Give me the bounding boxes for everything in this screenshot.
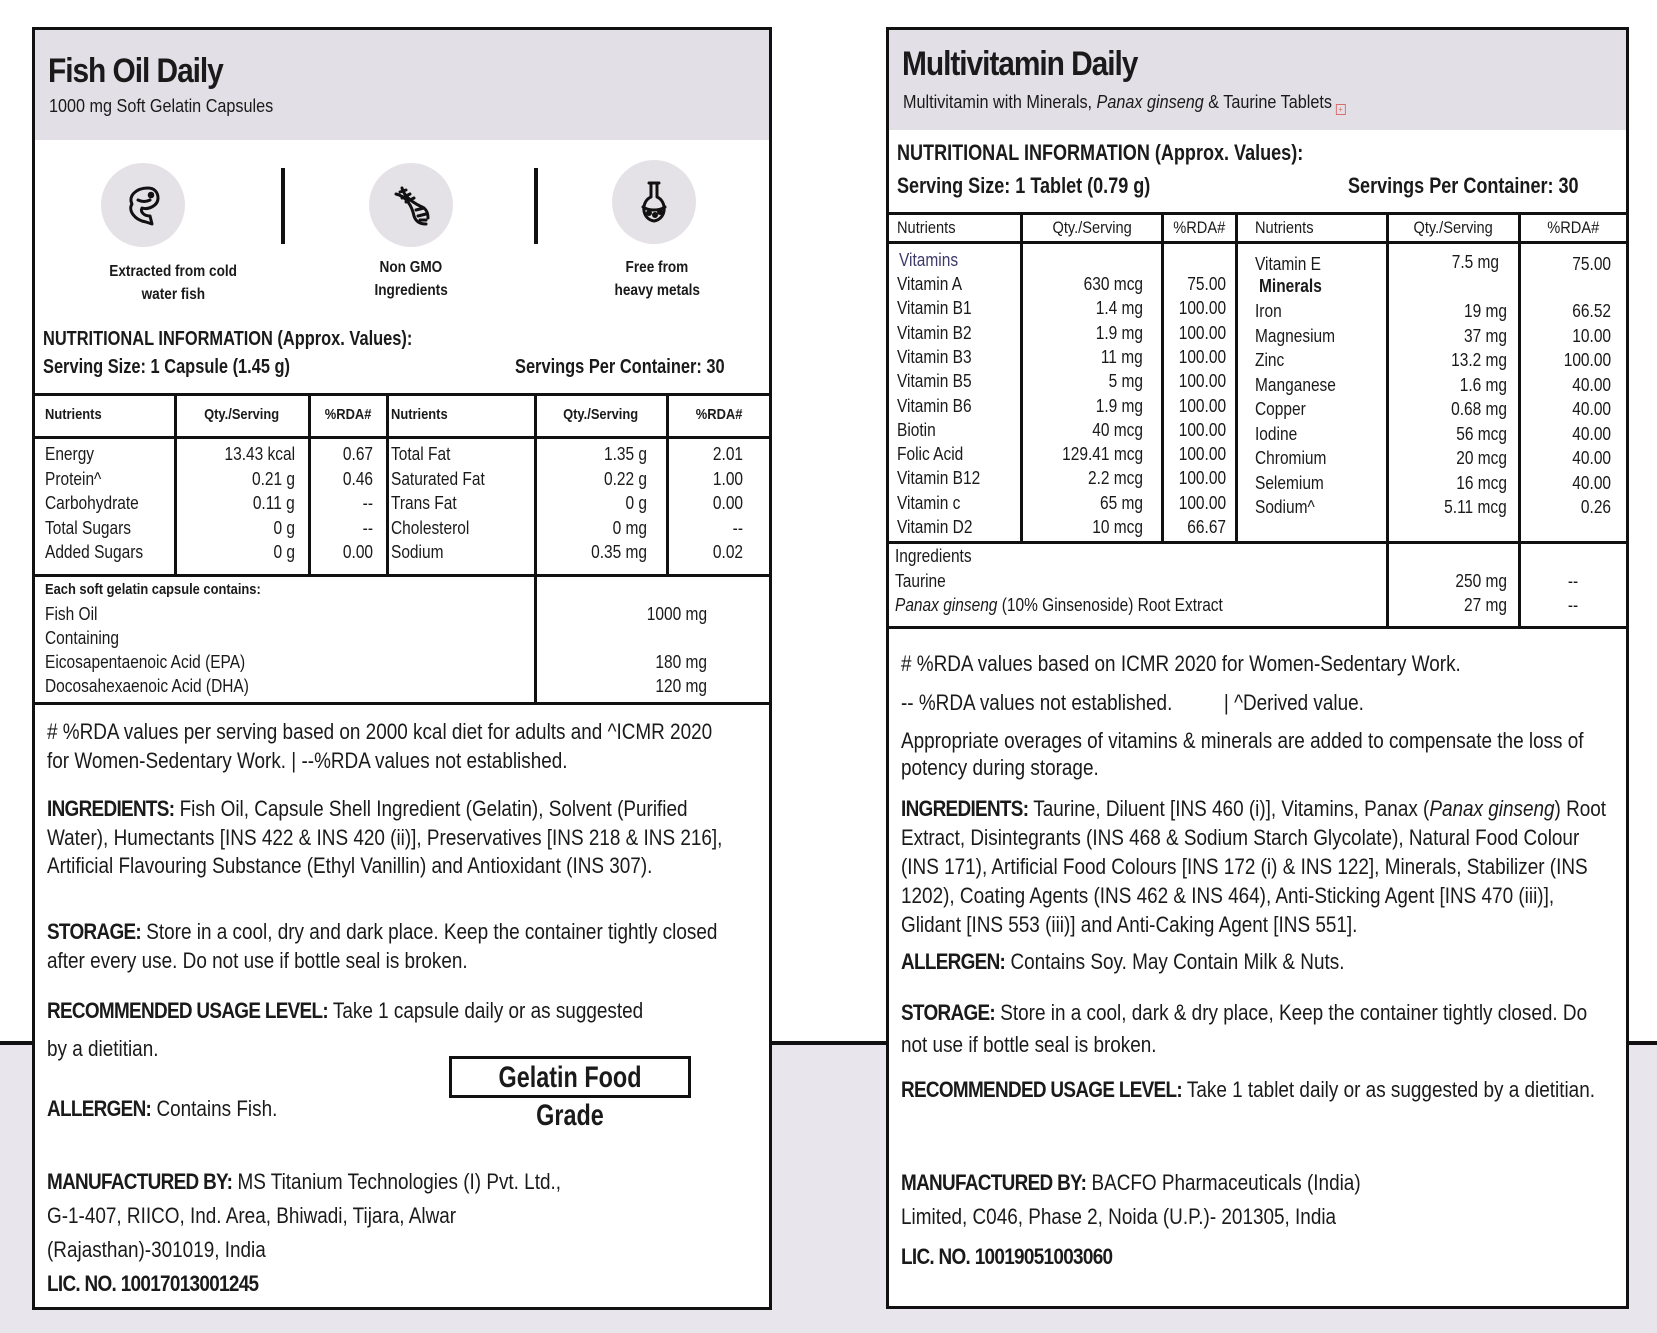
- fish-oil-subtitle: 1000 mg Soft Gelatin Capsules: [49, 96, 274, 116]
- vitamin-rda: 100.00: [1178, 492, 1226, 513]
- manufacturer-line: MS Titanium Technologies (I) Pvt. Ltd.,: [232, 1169, 561, 1194]
- vitamin-name: Folic Acid: [897, 444, 964, 465]
- storage-text: Store in a cool, dry and dark place. Keep the container tightly closed after every use. Do not use if bottle seal is broken.: [47, 919, 718, 973]
- fish-oil-title: Fish Oil Daily: [48, 52, 223, 90]
- ingredients-text: ) Root Extract, Disintegrants (INS 468 & Sodium Starch Glycolate), Natural Food Colour (INS 171), Artificial Food Colours [INS 172 (i) & INS 122], Minerals, Stabilizer (INS 1202), Coating Agents (INS 462 & INS 464), Anti-Sticking Agent [INS 470 (iii)], Glidant [INS 553 (iii)] and Anti-Caking Agent [INS 551].: [901, 796, 1607, 937]
- mineral-rda: 40.00: [1572, 472, 1611, 493]
- dna-icon: [369, 163, 453, 247]
- ingredients-section: [47, 795, 737, 881]
- rda-footnote: # %RDA values based on ICMR 2020 for Women-Sedentary Work.: [901, 651, 1461, 676]
- serving-size: Serving Size: 1 Tablet (0.79 g): [897, 173, 1151, 198]
- vitamin-qty: 1.9 mg: [1095, 395, 1143, 416]
- flask-icon: [612, 160, 696, 244]
- mineral-rda: 40.00: [1572, 448, 1611, 468]
- nutrient-qty: 0 g: [625, 493, 647, 513]
- manufacturer-section: [901, 1166, 1601, 1234]
- contains-name: Fish Oil: [45, 604, 98, 624]
- usage-section: [901, 1073, 1601, 1107]
- mineral-qty: 1.6 mg: [1459, 374, 1507, 395]
- multivitamin-title: Multivitamin Daily: [902, 45, 1138, 83]
- ingredient-rda: --: [1567, 595, 1579, 615]
- vitamin-rda: 100.00: [1178, 298, 1226, 319]
- nutrient-rda: --: [362, 493, 373, 513]
- contains-name: Eicosapentaenoic Acid (EPA): [45, 652, 246, 672]
- mineral-qty: 20 mcg: [1456, 448, 1507, 468]
- contains-qty: 1000 mg: [646, 604, 707, 624]
- usage-text: Take 1 tablet daily or as suggested by a dietitian.: [1181, 1077, 1595, 1102]
- vitamin-qty: 65 mg: [1099, 492, 1143, 513]
- storage-section: [901, 997, 1613, 1061]
- ingredients-label: INGREDIENTS:: [901, 796, 1029, 821]
- nutrient-qty: 0.35 mg: [591, 542, 647, 562]
- gelatin-food-grade-badge: Gelatin Food Grade: [449, 1056, 691, 1098]
- nutrition-heading: NUTRITIONAL INFORMATION (Approx. Values):: [43, 328, 413, 350]
- table-border: [35, 436, 769, 439]
- expand-icon[interactable]: +: [1336, 104, 1346, 115]
- feature-heavy-metals: Free from heavy metals: [614, 259, 700, 299]
- table-header: Qty./Serving: [204, 406, 280, 423]
- ingredients-label: INGREDIENTS:: [47, 796, 175, 821]
- nutrient-name: Sodium: [391, 542, 444, 562]
- ingredient-rda: --: [1567, 571, 1579, 591]
- feature-separator: [281, 168, 285, 244]
- mineral-rda: 40.00: [1572, 374, 1611, 395]
- vitamin-qty: 1.4 mg: [1095, 298, 1143, 319]
- manufacturer-line: G-1-407, RIICO, Ind. Area, Bhiwadi, Tijara, Alwar: [47, 1203, 457, 1228]
- vitamin-name: Biotin: [897, 419, 936, 440]
- table-border: [889, 212, 1626, 215]
- table-header: Nutrients: [45, 406, 102, 423]
- mineral-rda: 40.00: [1572, 399, 1611, 419]
- servings-per-container: Servings Per Container: 30: [515, 356, 725, 378]
- nutrient-name: Protein^: [45, 468, 102, 489]
- ingredients-italic: Panax ginseng: [1429, 796, 1555, 821]
- license-number: LIC. NO. 10017013001245: [47, 1271, 259, 1296]
- mineral-rda: 10.00: [1572, 325, 1611, 346]
- mineral-qty: 13.2 mg: [1451, 350, 1507, 370]
- contains-heading: Each soft gelatin capsule contains:: [45, 581, 261, 598]
- manufacturer-line: Limited, C046, Phase 2, Noida (U.P.)- 201305, India: [901, 1204, 1337, 1229]
- table-header: %RDA#: [1546, 218, 1600, 237]
- table-divider: [386, 393, 389, 576]
- vitamin-name: Vitamin B5: [897, 371, 972, 392]
- rda-footnote: # %RDA values per serving based on 2000 kcal diet for adults and ^ICMR 2020 for Women-Sedentary Work. | --%RDA values not established.: [47, 719, 713, 773]
- ingredient-qty: 27 mg: [1463, 595, 1507, 615]
- table-header: %RDA#: [695, 406, 743, 423]
- nutrient-rda: 0.00: [342, 542, 373, 562]
- mineral-qty: 0.68 mg: [1451, 399, 1507, 419]
- vitamin-rda: 75.00: [1187, 274, 1226, 294]
- nutrient-rda: 0.46: [342, 468, 373, 489]
- storage-label: STORAGE:: [47, 919, 142, 944]
- table-border: [889, 541, 1626, 544]
- nutrient-rda: 0.00: [712, 493, 743, 513]
- usage-text: Take 1 capsule daily or as suggested: [327, 998, 644, 1023]
- mineral-name: Iron: [1255, 301, 1282, 321]
- vitamin-rda: 100.00: [1178, 468, 1226, 489]
- vitamin-rda: 100.00: [1178, 419, 1226, 440]
- contains-qty: [537, 626, 707, 651]
- vitamin-rda: 100.00: [1178, 395, 1226, 416]
- vitamin-rda: 100.00: [1178, 444, 1226, 465]
- mineral-rda: 40.00: [1572, 423, 1611, 444]
- nutrient-rda: 75.00: [1572, 254, 1611, 274]
- vitamins-group-label: Vitamins: [899, 250, 959, 270]
- vitamin-name: Vitamin B2: [897, 322, 972, 343]
- mineral-name: Copper: [1255, 399, 1306, 419]
- manufacturer-section: [47, 1165, 737, 1267]
- mineral-name: Iodine: [1255, 423, 1298, 444]
- table-border: [889, 626, 1626, 629]
- nutrient-rda: 0.02: [712, 542, 743, 562]
- table-header: Nutrients: [1255, 218, 1314, 237]
- license-number: LIC. NO. 10019051003060: [901, 1244, 1113, 1269]
- contains-name: Containing: [45, 628, 120, 648]
- nutrient-name: Vitamin E: [1255, 254, 1321, 274]
- mineral-qty: 56 mcg: [1456, 423, 1507, 444]
- table-header: Nutrients: [897, 218, 956, 237]
- fish-oil-label-panel: [32, 27, 772, 1310]
- nutrient-qty: 0.22 g: [603, 468, 647, 489]
- table-header: %RDA#: [324, 406, 372, 423]
- overage-note: Appropriate overages of vitamins & minerals are added to compensate the loss of potency during storage.: [901, 728, 1584, 780]
- manufacturer-line: BACFO Pharmaceuticals (India): [1086, 1170, 1361, 1195]
- mineral-name: Selemium: [1255, 472, 1324, 493]
- vitamin-qty: 2.2 mcg: [1087, 468, 1143, 489]
- table-header: Qty./Serving: [1052, 218, 1132, 237]
- nutrient-name: Cholesterol: [391, 517, 470, 538]
- vitamin-qty: 10 mcg: [1092, 517, 1143, 537]
- vitamin-qty: 129.41 mcg: [1062, 444, 1143, 465]
- nutrient-name: Total Sugars: [45, 517, 132, 538]
- vitamin-rda: 100.00: [1178, 371, 1226, 392]
- vitamin-qty: 11 mg: [1101, 346, 1143, 367]
- nutrient-qty: 0 g: [273, 517, 295, 538]
- vitamin-name: Vitamin D2: [897, 517, 973, 537]
- mineral-name: Sodium^: [1255, 497, 1315, 517]
- usage-text-cont: by a dietitian.: [47, 1036, 159, 1061]
- ingredient-name: Panax ginseng (10% Ginsenoside) Root Extract: [895, 595, 1223, 615]
- table-border: [889, 241, 1626, 244]
- table-header: Qty./Serving: [563, 406, 639, 423]
- manufacturer-label: MANUFACTURED BY:: [901, 1170, 1087, 1195]
- nutrient-name: Energy: [45, 444, 95, 464]
- nutrient-name: Carbohydrate: [45, 493, 139, 513]
- mineral-name: Chromium: [1255, 448, 1327, 468]
- ingredients-text: Fish Oil, Capsule Shell Ingredient (Gelatin), Solvent (Purified Water), Humectants [INS 422 & INS 420 (ii)], Preservatives [INS 218 & INS 216], Artificial Flavouring Substance (Ethyl Vanillin) and Antioxidant (INS 307).: [47, 796, 723, 878]
- nutrient-name: Total Fat: [391, 444, 451, 464]
- ingredients-section: [901, 794, 1613, 939]
- vitamin-name: Vitamin c: [897, 492, 961, 513]
- nutrient-qty: 0 g: [273, 542, 295, 562]
- ingredients-table-heading: Ingredients: [895, 546, 972, 566]
- nutrient-name: Saturated Fat: [391, 468, 485, 489]
- table-header: Nutrients: [391, 406, 448, 423]
- mineral-qty: 19 mg: [1463, 301, 1507, 321]
- nutrient-qty: 7.5 mg: [1451, 252, 1499, 272]
- mineral-name: Zinc: [1255, 350, 1285, 370]
- vitamin-name: Vitamin B6: [897, 395, 972, 416]
- nutrient-qty: 13.43 kcal: [224, 444, 295, 464]
- vitamin-name: Vitamin A: [897, 274, 963, 294]
- nutrient-rda: --: [732, 517, 743, 538]
- nutrient-rda: 0.67: [342, 444, 373, 464]
- nutrient-qty: 0 mg: [612, 517, 647, 538]
- vitamin-name: Vitamin B3: [897, 346, 972, 367]
- table-border: [35, 702, 769, 705]
- nutrient-name: Added Sugars: [45, 542, 144, 562]
- usage-label: RECOMMENDED USAGE LEVEL:: [47, 998, 328, 1023]
- vitamin-qty: 630 mcg: [1083, 274, 1143, 294]
- nutrient-rda: 1.00: [712, 468, 743, 489]
- allergen-text: Contains Soy. May Contain Milk & Nuts.: [1005, 949, 1345, 974]
- allergen-label: ALLERGEN:: [901, 949, 1006, 974]
- table-header: %RDA#: [1172, 218, 1226, 237]
- multivitamin-subtitle: Multivitamin with Minerals, Panax ginseng & Taurine Tablets +: [903, 92, 1345, 113]
- vitamin-name: Vitamin B12: [897, 468, 981, 489]
- storage-section: [47, 918, 737, 975]
- usage-label: RECOMMENDED USAGE LEVEL:: [901, 1077, 1182, 1102]
- contains-qty: 120 mg: [655, 676, 707, 696]
- contains-name: Docosahexaenoic Acid (DHA): [45, 676, 249, 696]
- fish-icon: [101, 163, 185, 247]
- storage-text: Store in a cool, dark & dry place, Keep the container tightly closed. Do not use if bottle seal is broken.: [901, 1000, 1588, 1057]
- mineral-qty: 5.11 mcg: [1444, 497, 1507, 517]
- mineral-rda: 100.00: [1563, 350, 1611, 370]
- vitamin-name: Vitamin B1: [897, 298, 972, 319]
- ingredients-text: Taurine, Diluent [INS 460 (i)], Vitamins, Panax (: [1028, 796, 1430, 821]
- nutrient-name: Trans Fat: [391, 493, 457, 513]
- ingredient-qty: 250 mg: [1455, 571, 1507, 591]
- vitamin-qty: 1.9 mg: [1095, 322, 1143, 343]
- allergen-section: [47, 1095, 447, 1124]
- allergen-text: Contains Fish.: [151, 1096, 278, 1121]
- vitamin-rda: 100.00: [1178, 322, 1226, 343]
- minerals-group-label: Minerals: [1259, 276, 1322, 296]
- storage-label: STORAGE:: [901, 1000, 996, 1025]
- mineral-rda: 0.26: [1580, 497, 1611, 517]
- manufacturer-line: (Rajasthan)-301019, India: [47, 1237, 266, 1262]
- manufacturer-label: MANUFACTURED BY:: [47, 1169, 233, 1194]
- table-divider: [1235, 212, 1238, 543]
- rda-footnote-2: -- %RDA values not established. | ^Derived value.: [901, 690, 1364, 715]
- feature-cold-water-fish: Extracted from cold water fish: [109, 263, 237, 303]
- nutrient-qty: 0.11 g: [253, 493, 295, 513]
- table-border: [35, 393, 769, 396]
- vitamin-rda: 66.67: [1187, 517, 1226, 537]
- vitamin-rda: 100.00: [1178, 346, 1226, 367]
- mineral-name: Manganese: [1255, 374, 1336, 395]
- nutrient-rda: 2.01: [712, 444, 743, 464]
- nutrition-heading: NUTRITIONAL INFORMATION (Approx. Values):: [897, 140, 1304, 165]
- contains-qty: 180 mg: [655, 652, 707, 672]
- table-border: [35, 574, 769, 577]
- nutrient-rda: --: [362, 517, 373, 538]
- nutrient-qty: 0.21 g: [251, 468, 295, 489]
- feature-separator: [534, 168, 538, 244]
- table-header: Qty./Serving: [1413, 218, 1493, 237]
- mineral-qty: 16 mcg: [1456, 472, 1507, 493]
- ingredient-name: Taurine: [895, 571, 946, 591]
- mineral-qty: 37 mg: [1463, 325, 1507, 346]
- allergen-label: ALLERGEN:: [47, 1096, 152, 1121]
- mineral-rda: 66.52: [1572, 301, 1611, 321]
- nutrient-qty: 1.35 g: [603, 444, 647, 464]
- vitamin-qty: 40 mcg: [1092, 419, 1143, 440]
- multivitamin-label-panel: [886, 27, 1629, 1309]
- serving-size: Serving Size: 1 Capsule (1.45 g): [43, 356, 290, 378]
- vitamin-qty: 5 mg: [1108, 371, 1143, 392]
- mineral-name: Magnesium: [1255, 325, 1336, 346]
- servings-per-container: Servings Per Container: 30: [1348, 173, 1579, 198]
- allergen-section: [901, 948, 1601, 977]
- feature-non-gmo: Non GMO Ingredients: [374, 259, 448, 299]
